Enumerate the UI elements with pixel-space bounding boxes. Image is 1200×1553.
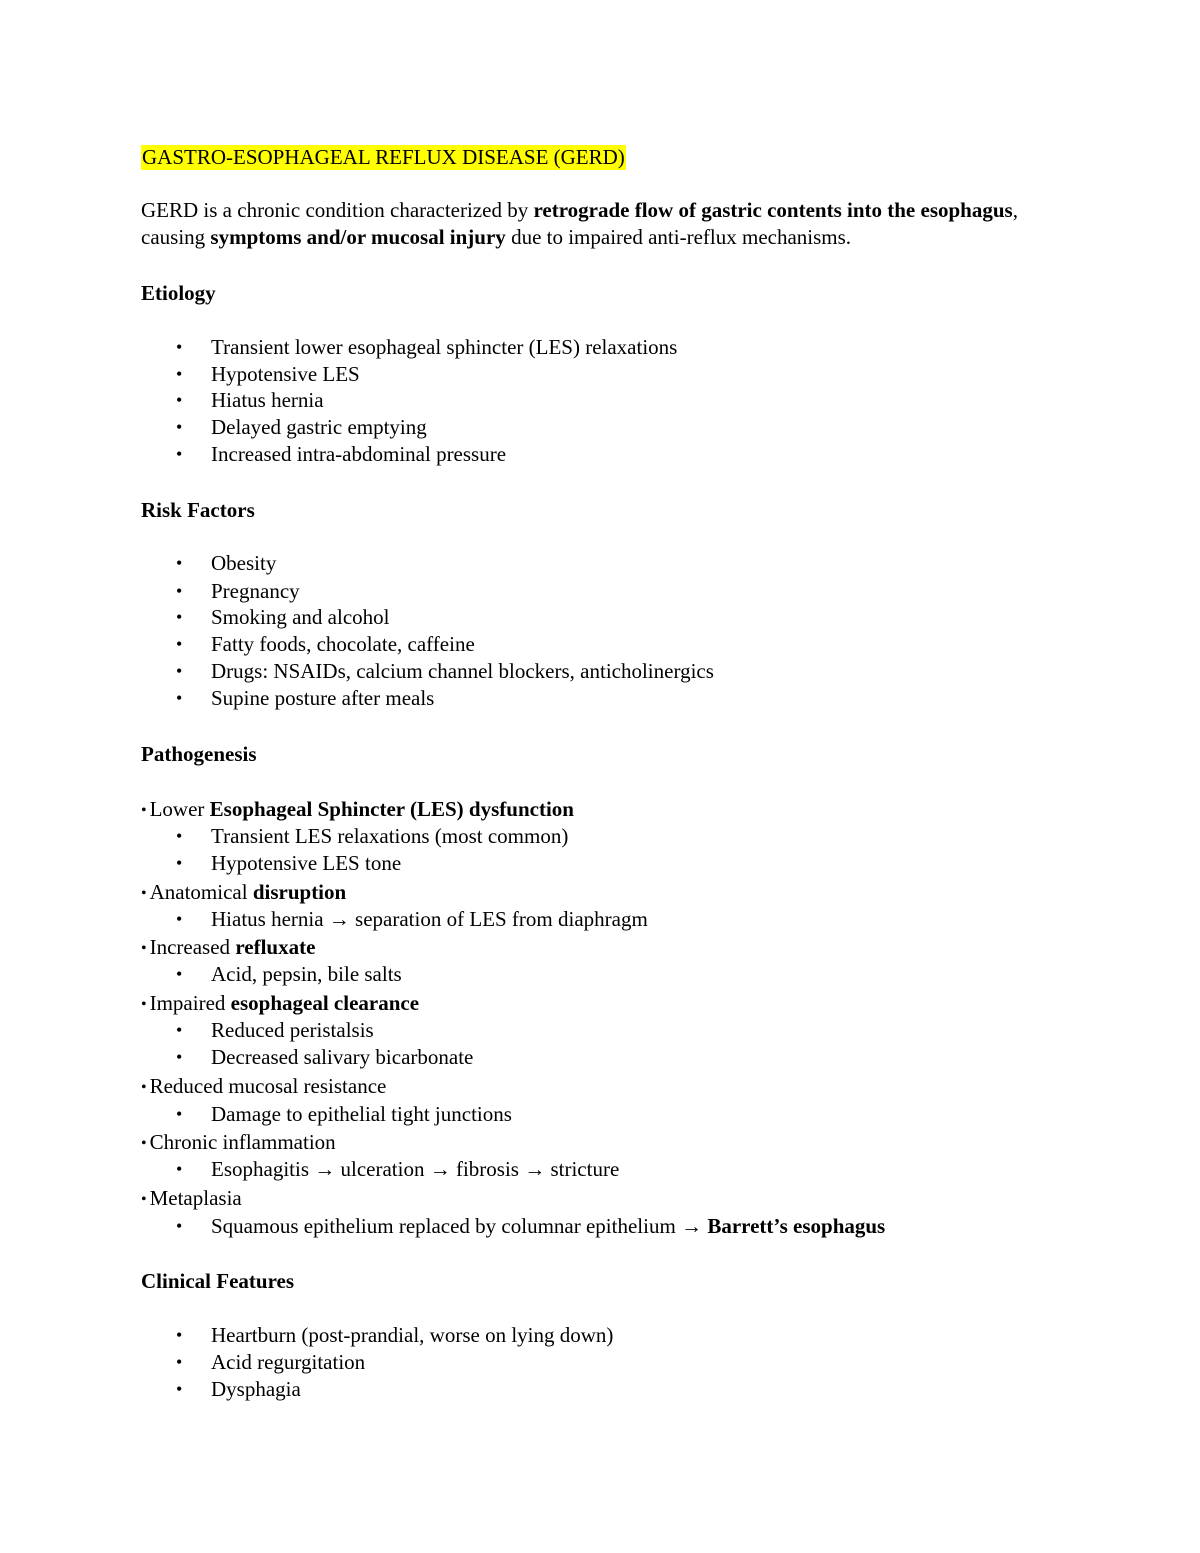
bullet-icon: • — [176, 964, 183, 984]
group-bold-text: refluxate — [235, 935, 316, 959]
subitem-text: Esophagitis → ulceration → fibrosis → stricture — [211, 1157, 620, 1181]
pathogenesis-heading: Pathogenesis — [141, 742, 257, 766]
clinical-feature-text: Heartburn (post-prandial, worse on lying down) — [211, 1323, 614, 1347]
subitem-text: Hiatus hernia → separation of LES from diaphragm — [211, 907, 648, 931]
risk-factor-text: Drugs: NSAIDs, calcium channel blockers, anticholinergics — [211, 659, 714, 683]
bullet-icon: • — [176, 688, 183, 708]
document-title — [141, 143, 626, 171]
pathogenesis-group — [141, 990, 419, 1018]
bullet-icon: • — [176, 417, 183, 437]
group-bold-text: Esophageal Sphincter (LES) dysfunction — [209, 797, 574, 821]
bullet-icon: • — [176, 607, 183, 627]
pathogenesis-group — [141, 1129, 336, 1157]
subitem-text — [211, 1213, 885, 1240]
subitem-text: Decreased salivary bicarbonate — [211, 1045, 474, 1069]
pathogenesis-group — [141, 1073, 386, 1101]
pathogenesis-group — [141, 934, 315, 962]
risk-factor-text: Pregnancy — [211, 579, 300, 603]
bullet-icon: • — [176, 1352, 183, 1372]
intro-text-2: , causing — [141, 198, 1018, 249]
subitem-text: Acid, pepsin, bile salts — [211, 962, 402, 986]
subitem-text: Reduced peristalsis — [211, 1018, 374, 1042]
intro-text-3: due to impaired anti-reflux mechanisms. — [505, 225, 852, 249]
group-bold-text: esophageal clearance — [230, 991, 420, 1015]
group-plain-text: Metaplasia — [149, 1186, 242, 1210]
intro-text-1: GERD is a chronic condition characterized by — [141, 198, 534, 222]
risk-factor-text: Obesity — [211, 551, 277, 575]
etiology-item-text: Hiatus hernia — [211, 388, 324, 412]
bullet-icon: • — [176, 390, 183, 410]
bullet-icon: • — [141, 885, 147, 902]
bullet-icon: • — [176, 364, 183, 384]
bullet-icon: • — [141, 996, 147, 1013]
group-plain-text: Anatomical — [149, 880, 253, 904]
bullet-icon: • — [176, 581, 183, 601]
bullet-icon: • — [176, 1216, 183, 1236]
pathogenesis-group — [141, 879, 346, 907]
group-plain-text: Lower — [149, 797, 210, 821]
group-plain-text: Impaired — [149, 991, 231, 1015]
risk-factor-text: Supine posture after meals — [211, 686, 435, 710]
bullet-icon: • — [176, 853, 183, 873]
bullet-icon: • — [176, 1325, 183, 1345]
group-bold-text: disruption — [252, 880, 347, 904]
etiology-item-text: Hypotensive LES — [211, 362, 360, 386]
bullet-icon: • — [176, 553, 183, 573]
bullet-icon: • — [176, 1104, 183, 1124]
pathogenesis-group — [141, 796, 574, 824]
bullet-icon: • — [176, 1159, 183, 1179]
etiology-item-text: Transient lower esophageal sphincter (LES) relaxations — [211, 335, 678, 359]
group-plain-text: Increased — [149, 935, 236, 959]
bullet-icon: • — [141, 802, 147, 819]
etiology-item-text: Increased intra-abdominal pressure — [211, 442, 507, 466]
bullet-icon: • — [176, 826, 183, 846]
bullet-icon: • — [141, 1135, 147, 1152]
risk-factor-text: Smoking and alcohol — [211, 605, 390, 629]
bullet-icon: • — [141, 1191, 147, 1208]
pathogenesis-group — [141, 1185, 242, 1213]
clinical-features-heading: Clinical Features — [141, 1269, 295, 1293]
subitem-text: Transient LES relaxations (most common) — [211, 824, 569, 848]
bullet-icon: • — [176, 1047, 183, 1067]
bullet-icon: • — [176, 909, 183, 929]
group-plain-text: Chronic inflammation — [149, 1130, 336, 1154]
etiology-heading: Etiology — [141, 281, 216, 305]
bullet-icon: • — [176, 444, 183, 464]
etiology-item-text: Delayed gastric emptying — [211, 415, 427, 439]
title-highlight: GASTRO-ESOPHAGEAL REFLUX DISEASE (GERD) — [142, 145, 625, 169]
intro-paragraph — [141, 197, 1081, 251]
risk-factors-heading: Risk Factors — [141, 498, 255, 522]
bullet-icon: • — [141, 1079, 147, 1096]
bullet-icon: • — [176, 1379, 183, 1399]
subitem-plain-text: Squamous epithelium replaced by columnar epithelium → — [211, 1214, 708, 1238]
subitem-bold-text: Barrett’s esophagus — [707, 1214, 886, 1238]
bullet-icon: • — [176, 661, 183, 681]
risk-factor-text: Fatty foods, chocolate, caffeine — [211, 632, 475, 656]
intro-bold-2: symptoms and/or mucosal injury — [210, 225, 506, 249]
clinical-feature-text: Dysphagia — [211, 1377, 301, 1401]
group-plain-text: Reduced mucosal resistance — [149, 1074, 387, 1098]
subitem-text: Damage to epithelial tight junctions — [211, 1102, 512, 1126]
bullet-icon: • — [176, 634, 183, 654]
bullet-icon: • — [176, 337, 183, 357]
bullet-icon: • — [141, 940, 147, 957]
subitem-text: Hypotensive LES tone — [211, 851, 402, 875]
bullet-icon: • — [176, 1020, 183, 1040]
clinical-feature-text: Acid regurgitation — [211, 1350, 366, 1374]
intro-bold-1: retrograde flow of gastric contents into the esophagus — [533, 198, 1013, 222]
